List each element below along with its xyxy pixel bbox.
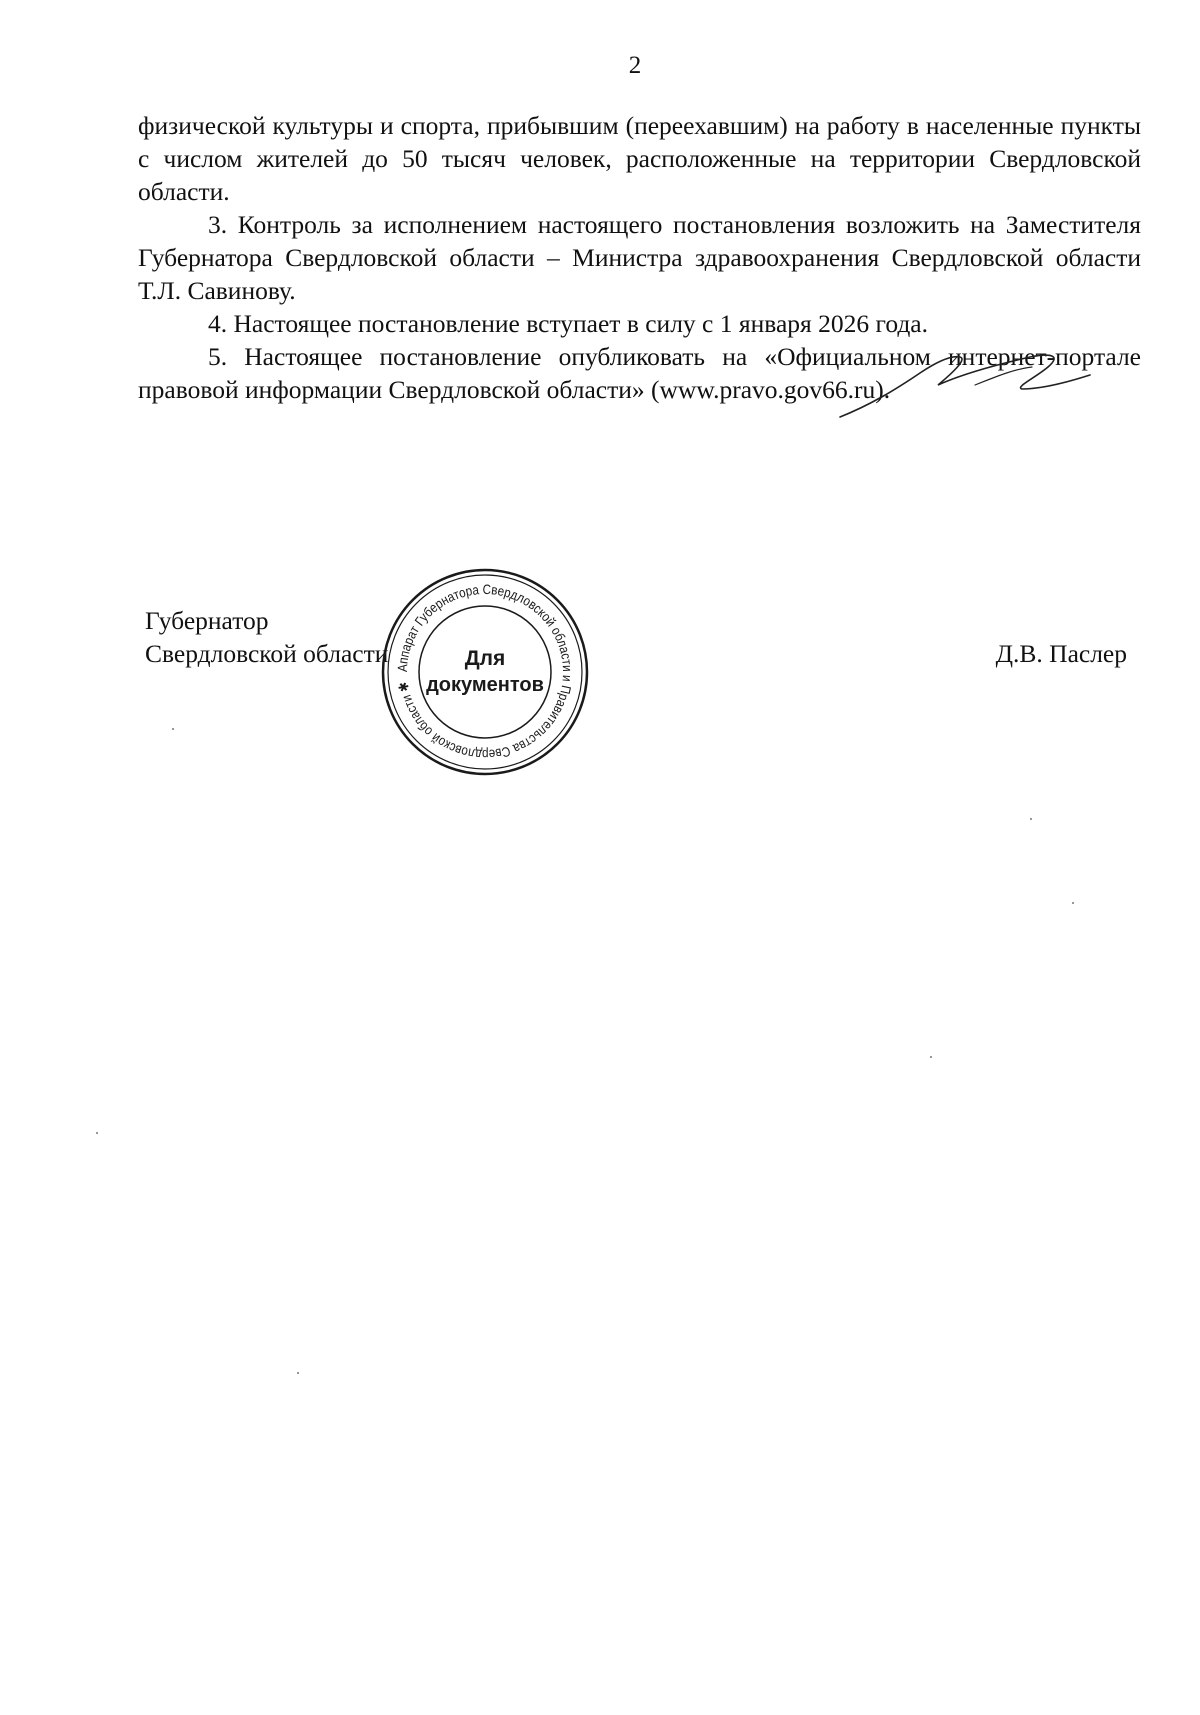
official-stamp	[380, 567, 590, 777]
stamp-center-line1: Для	[464, 647, 506, 670]
signatory-name: Д.В. Паслер	[995, 639, 1127, 668]
scan-speck	[172, 728, 174, 730]
paragraph-continuation: физической культуры и спорта, прибывшим (переехавшим) на работу в населенные пункты с числом жителей до 50 тысяч человек, расположенные на территории Свердловской области.	[138, 111, 1141, 206]
stamp-center-line2: документов	[426, 674, 544, 696]
page-number: 2	[628, 52, 642, 79]
paragraph-publication: 5. Настоящее постановление опубликовать на «Официальном интернет-портале правовой информации Свердловской области» (www.pravo.gov66.ru).	[138, 342, 1141, 404]
paragraph-control: 3. Контроль за исполнением настоящего постановления возложить на Заместителя Губернатора Свердловской области – Министра здравоохранения Свердловской области Т.Л. Савинову.	[138, 210, 1141, 305]
stamp-ring-text: Аппарат Губернатора Свердловской области и Правительства Свердловской области ✱	[394, 581, 576, 763]
scan-speck	[297, 1372, 299, 1374]
scan-speck	[96, 1132, 98, 1134]
signatory-title-line1: Губернатор	[145, 606, 269, 635]
scan-speck	[1030, 818, 1032, 820]
signatory-title-line2: Свердловской области	[145, 639, 389, 668]
signatory-title	[145, 604, 388, 670]
scan-speck	[1072, 902, 1074, 904]
handwritten-signature	[800, 345, 1130, 425]
paragraph-effective-date: 4. Настоящее постановление вступает в силу с 1 января 2026 года.	[208, 309, 929, 338]
scan-speck	[930, 1056, 932, 1058]
